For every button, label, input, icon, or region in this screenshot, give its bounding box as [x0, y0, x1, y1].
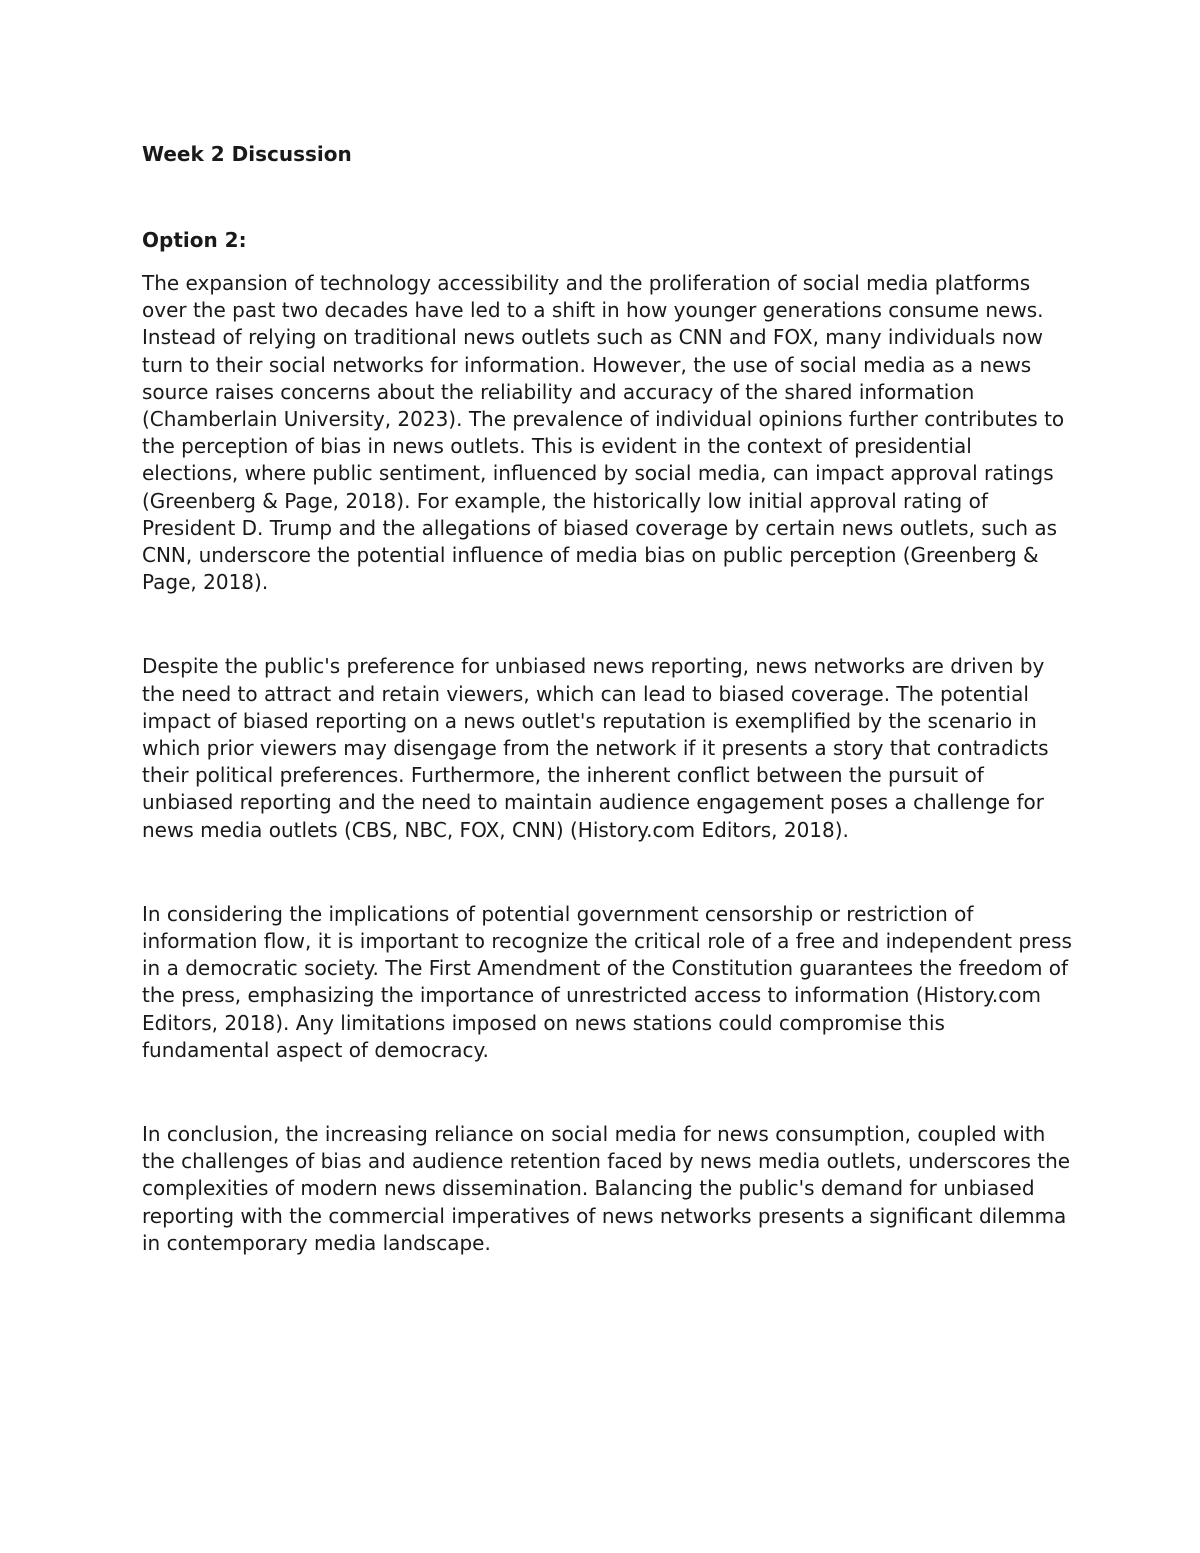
paragraph-3: In considering the implications of potential government censorship or restriction of information flow, it is important to recognize the critical role of a free and independent press in a democratic society. The First Amendment of the Constitution guarantees the freedom of the press, emphasizing the importance of unrestricted access to information (History.com Editors, 2018). Any limitations imposed on news stations could compromise this fundamental aspect of democracy. [142, 901, 1072, 1062]
paragraph-1: The expansion of technology accessibility and the proliferation of social media platforms over the past two decades have led to a shift in how younger generations consume news. Instead of relying on traditional news outlets such as CNN and FOX, many individuals now turn to their social networks for information. However, the use of social media as a news source raises concerns about the reliability and accuracy of the shared information (Chamberlain University, 2023). The prevalence of individual opinions further contributes to the perception of bias in news outlets. This is evident in the context of presidential elections, where public sentiment, influenced by social media, can impact approval ratings (Greenberg & Page, 2018). For example, the historically low initial approval rating of President D. Trump and the allegations of biased coverage by certain news outlets, such as CNN, underscore the potential influence of media bias on public perception (Greenberg & Page, 2018). [142, 271, 1065, 595]
document-title: Week 2 Discussion [142, 142, 352, 166]
paragraph-2: Despite the public's preference for unbiased news reporting, news networks are driven by the need to attract and retain viewers, which can lead to biased coverage. The potential impact of biased reporting on a news outlet's reputation is exemplified by the scenario in which prior viewers may disengage from the network if it presents a story that contradicts their political preferences. Furthermore, the inherent conflict between the pursuit of unbiased reporting and the need to maintain audience engagement poses a challenge for news media outlets (CBS, NBC, FOX, CNN) (History.com Editors, 2018). [142, 654, 1049, 842]
option-heading: Option 2: [142, 228, 247, 252]
document-body [142, 140, 1072, 1257]
paragraph-4: In conclusion, the increasing reliance on social media for news consumption, coupled with the challenges of bias and audience retention faced by news media outlets, underscores the complexities of modern news dissemination. Balancing the public's demand for unbiased reporting with the commercial imperatives of news networks presents a significant dilemma in contemporary media landscape. [142, 1122, 1071, 1255]
